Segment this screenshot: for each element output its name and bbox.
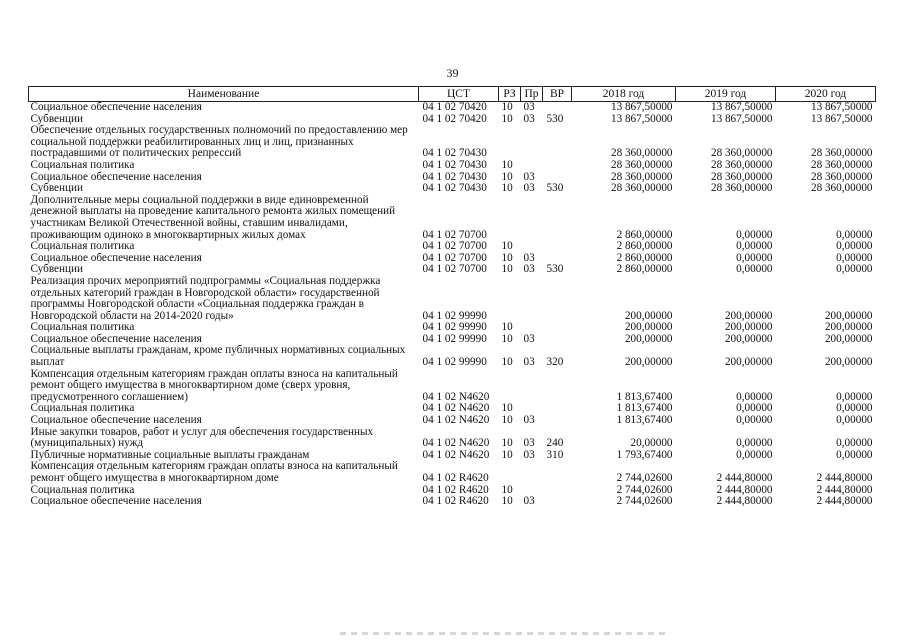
row-pr <box>521 160 543 172</box>
row-2020: 0,00000 <box>836 437 873 450</box>
table-row <box>29 427 876 450</box>
row-2020: 200,00000 <box>824 356 873 369</box>
row-2019: 28 360,00000 <box>710 170 773 183</box>
row-name: Компенсация отдельным категориям граждан оплаты взноса на капитальный ремонт общего имущества в многоквартирном доме (сверх уровня, предусмотренного соглашением) <box>30 367 398 403</box>
row-cst: 04 1 02 70700 <box>422 263 487 276</box>
row-cst: 04 1 02 N4620 <box>422 448 490 461</box>
row-vr: 530 <box>546 112 564 125</box>
row-vr <box>543 485 572 497</box>
row-2019: 28 360,00000 <box>710 147 773 160</box>
row-rz: 10 <box>501 437 513 450</box>
row-2020: 13 867,50000 <box>810 101 873 113</box>
row-2020: 13 867,50000 <box>810 112 873 125</box>
row-2020: 28 360,00000 <box>810 158 873 171</box>
row-2018: 13 867,50000 <box>610 101 673 113</box>
row-rz: 10 <box>501 448 513 461</box>
row-rz <box>499 195 521 241</box>
row-2020: 200,00000 <box>824 332 873 345</box>
row-cst: 04 1 02 70700 <box>422 228 487 241</box>
row-2020: 28 360,00000 <box>810 147 873 160</box>
row-name: Социальное обеспечение населения <box>30 170 202 183</box>
table-row <box>29 183 876 195</box>
table-body <box>29 102 876 508</box>
table-row <box>29 415 876 427</box>
row-vr <box>543 102 572 114</box>
row-rz: 10 <box>501 182 513 195</box>
row-2020: 0,00000 <box>836 390 873 403</box>
row-vr <box>543 403 572 415</box>
row-name: Социальное обеспечение населения <box>30 332 202 345</box>
row-name: Социальное обеспечение населения <box>30 495 202 508</box>
row-pr: 03 <box>523 182 535 195</box>
row-name: Социальное обеспечение населения <box>30 101 202 113</box>
row-vr <box>543 461 572 484</box>
header-rz: РЗ <box>499 87 521 102</box>
row-vr <box>543 322 572 334</box>
table-row <box>29 461 876 484</box>
row-2019: 200,00000 <box>724 321 773 334</box>
table-row <box>29 496 876 508</box>
row-pr <box>521 369 543 404</box>
row-name: Реализация прочих мероприятий подпрограммы «Социальная поддержка отдельных категорий граждан в Новгородской области» государственной программы Новгородской области «Социальная поддержка граждан в Новгородской области на 2014-2020 годы» <box>30 274 381 322</box>
row-pr: 03 <box>523 101 535 113</box>
header-vr: ВР <box>543 87 572 102</box>
row-name: Социальная политика <box>30 483 135 496</box>
row-2019: 13 867,50000 <box>710 101 773 113</box>
row-pr: 03 <box>523 356 535 369</box>
row-2019: 0,00000 <box>736 414 773 427</box>
scan-artifact <box>340 632 670 635</box>
page-number: 39 <box>446 66 459 80</box>
row-name: Субвенции <box>30 182 83 195</box>
row-2018: 2 744,02600 <box>616 495 673 508</box>
row-rz: 10 <box>501 321 513 334</box>
row-cst: 04 1 02 R4620 <box>422 495 489 508</box>
row-rz: 10 <box>501 332 513 345</box>
row-2019: 0,00000 <box>736 251 773 264</box>
row-2020: 0,00000 <box>836 228 873 241</box>
header-name: Наименование <box>29 87 419 102</box>
row-rz: 10 <box>501 112 513 125</box>
budget-table <box>28 86 876 508</box>
row-name: Социальная политика <box>30 240 135 253</box>
row-pr: 03 <box>523 448 535 461</box>
row-cst: 04 1 02 70430 <box>422 158 487 171</box>
row-2018: 20,00000 <box>630 437 673 450</box>
table-row <box>29 195 876 241</box>
row-2020: 0,00000 <box>836 402 873 415</box>
row-pr: 03 <box>523 414 535 427</box>
row-cst: 04 1 02 99990 <box>422 332 487 345</box>
row-vr <box>543 195 572 241</box>
row-rz: 10 <box>501 158 513 171</box>
row-2019: 28 360,00000 <box>710 158 773 171</box>
row-cst: 04 1 02 70700 <box>422 251 487 264</box>
row-rz: 10 <box>501 495 513 508</box>
row-pr: 03 <box>523 112 535 125</box>
row-vr <box>543 496 572 508</box>
row-cst: 04 1 02 N4620 <box>422 414 490 427</box>
row-name: Социальное обеспечение населения <box>30 414 202 427</box>
row-name: Дополнительные меры социальной поддержки в виде единовременной денежной выплаты на проведение капитального ремонта жилых помещений участникам Великой Отечественной войны, ставшим инвалидами, проживающим одиноко в многоквартирных жилых домах <box>30 193 396 241</box>
row-2018: 28 360,00000 <box>610 158 673 171</box>
row-pr <box>521 195 543 241</box>
row-2019: 200,00000 <box>724 332 773 345</box>
row-2018: 2 860,00000 <box>616 240 673 253</box>
row-cst: 04 1 02 N4620 <box>422 402 490 415</box>
row-2019: 0,00000 <box>736 402 773 415</box>
row-name: Социальная политика <box>30 402 135 415</box>
row-vr <box>543 241 572 253</box>
row-2018: 1 813,67400 <box>616 414 673 427</box>
row-2019: 0,00000 <box>736 228 773 241</box>
row-vr: 320 <box>546 356 564 369</box>
table-row <box>29 102 876 114</box>
row-vr <box>543 160 572 172</box>
row-rz: 10 <box>501 170 513 183</box>
row-2019: 0,00000 <box>736 437 773 450</box>
row-name: Обеспечение отдельных государственных полномочий по предоставлению мер социальной поддержки реабилитированных лиц и лиц, признанных пострадавшими от политических репрессий <box>30 124 408 160</box>
row-name: Субвенции <box>30 263 83 276</box>
row-vr: 530 <box>546 263 564 276</box>
row-2018: 13 867,50000 <box>610 112 673 125</box>
row-2018: 2 744,02600 <box>616 472 673 484</box>
row-2019: 13 867,50000 <box>710 112 773 125</box>
row-rz: 10 <box>501 251 513 264</box>
row-cst: 04 1 02 R4620 <box>422 483 489 496</box>
table-row <box>29 125 876 160</box>
row-2019: 28 360,00000 <box>710 182 773 195</box>
row-2018: 200,00000 <box>624 332 673 345</box>
row-rz: 10 <box>501 402 513 415</box>
row-2020: 28 360,00000 <box>810 182 873 195</box>
row-rz: 10 <box>501 263 513 276</box>
row-pr: 03 <box>523 251 535 264</box>
row-2019: 2 444,80000 <box>716 483 773 496</box>
row-vr <box>543 125 572 160</box>
row-rz: 10 <box>501 240 513 253</box>
row-2019: 2 444,80000 <box>716 495 773 508</box>
row-2020: 0,00000 <box>836 263 873 276</box>
row-cst: 04 1 02 99990 <box>422 309 487 322</box>
row-2018: 28 360,00000 <box>610 170 673 183</box>
row-pr: 03 <box>523 495 535 508</box>
row-rz <box>499 276 521 322</box>
row-2020: 200,00000 <box>824 309 873 322</box>
table-row <box>29 276 876 322</box>
row-2018: 200,00000 <box>624 321 673 334</box>
table-row <box>29 241 876 253</box>
row-rz: 10 <box>501 356 513 369</box>
table-row <box>29 369 876 404</box>
row-rz: 10 <box>501 483 513 496</box>
row-cst: 04 1 02 N4620 <box>422 437 490 450</box>
row-pr: 03 <box>523 263 535 276</box>
header-2018: 2018 год <box>572 87 676 102</box>
header-pr: Пр <box>521 87 543 102</box>
row-name: Социальная политика <box>30 321 135 334</box>
row-2020: 0,00000 <box>836 251 873 264</box>
row-2019: 0,00000 <box>736 390 773 403</box>
row-rz <box>499 369 521 404</box>
row-vr <box>543 276 572 322</box>
table-row <box>29 345 876 368</box>
header-2019: 2019 год <box>676 87 776 102</box>
row-2018: 1 813,67400 <box>616 402 673 415</box>
row-rz <box>499 125 521 160</box>
row-pr: 03 <box>523 437 535 450</box>
header-2020: 2020 год <box>776 87 876 102</box>
row-pr <box>521 125 543 160</box>
row-cst: 04 1 02 99990 <box>422 321 487 334</box>
row-2020: 2 444,80000 <box>816 495 873 508</box>
row-cst: 04 1 02 99990 <box>422 356 487 369</box>
row-2018: 1 813,67400 <box>616 390 673 403</box>
row-2018: 200,00000 <box>624 356 673 369</box>
row-2019: 0,00000 <box>736 448 773 461</box>
row-cst: 04 1 02 70420 <box>422 101 487 113</box>
row-pr <box>521 276 543 322</box>
row-2018: 28 360,00000 <box>610 147 673 160</box>
row-name: Социальная политика <box>30 158 135 171</box>
row-2020: 0,00000 <box>836 448 873 461</box>
table-header-row <box>29 87 876 102</box>
row-rz: 10 <box>501 101 513 113</box>
row-name: Компенсация отдельным категориям граждан оплаты взноса на капитальный ремонт общего имущества в многоквартирном доме <box>30 460 398 484</box>
row-cst: 04 1 02 70430 <box>422 170 487 183</box>
row-vr <box>543 415 572 427</box>
row-cst: 04 1 02 70430 <box>422 147 487 160</box>
row-cst: 04 1 02 R4620 <box>422 472 489 484</box>
row-2019: 0,00000 <box>736 240 773 253</box>
row-cst: 04 1 02 N4620 <box>422 390 490 403</box>
header-cst: ЦСТ <box>419 87 499 102</box>
row-2020: 0,00000 <box>836 414 873 427</box>
row-name: Социальные выплаты гражданам, кроме публичных нормативных социальных выплат <box>30 344 406 369</box>
row-vr <box>543 334 572 346</box>
row-2019: 200,00000 <box>724 356 773 369</box>
row-2018: 2 860,00000 <box>616 228 673 241</box>
row-name: Иные закупки товаров, работ и услуг для обеспечения государственных (муниципальных) нужд <box>30 425 374 450</box>
row-cst: 04 1 02 70700 <box>422 240 487 253</box>
row-cst: 04 1 02 70420 <box>422 112 487 125</box>
row-2018: 2 744,02600 <box>616 483 673 496</box>
row-2019: 2 444,80000 <box>716 472 773 484</box>
row-2019: 0,00000 <box>736 263 773 276</box>
row-name: Субвенции <box>30 112 83 125</box>
row-2020: 0,00000 <box>836 240 873 253</box>
row-2019: 200,00000 <box>724 309 773 322</box>
row-vr: 530 <box>546 182 564 195</box>
row-pr <box>521 461 543 484</box>
row-2020: 2 444,80000 <box>816 472 873 484</box>
row-cst: 04 1 02 70430 <box>422 182 487 195</box>
table-row <box>29 160 876 172</box>
row-2018: 1 793,67400 <box>616 448 673 461</box>
row-rz: 10 <box>501 414 513 427</box>
row-2018: 2 860,00000 <box>616 251 673 264</box>
row-2020: 28 360,00000 <box>810 170 873 183</box>
row-vr <box>543 369 572 404</box>
row-vr: 310 <box>546 448 564 461</box>
row-pr <box>521 241 543 253</box>
row-2018: 200,00000 <box>624 309 673 322</box>
row-2018: 28 360,00000 <box>610 182 673 195</box>
row-rz <box>499 461 521 484</box>
row-2020: 2 444,80000 <box>816 483 873 496</box>
row-pr: 03 <box>523 170 535 183</box>
row-pr: 03 <box>523 332 535 345</box>
row-2020: 200,00000 <box>824 321 873 334</box>
row-name: Публичные нормативные социальные выплаты гражданам <box>30 448 310 461</box>
row-2018: 2 860,00000 <box>616 263 673 276</box>
row-vr: 240 <box>546 437 564 450</box>
row-name: Социальное обеспечение населения <box>30 251 202 264</box>
